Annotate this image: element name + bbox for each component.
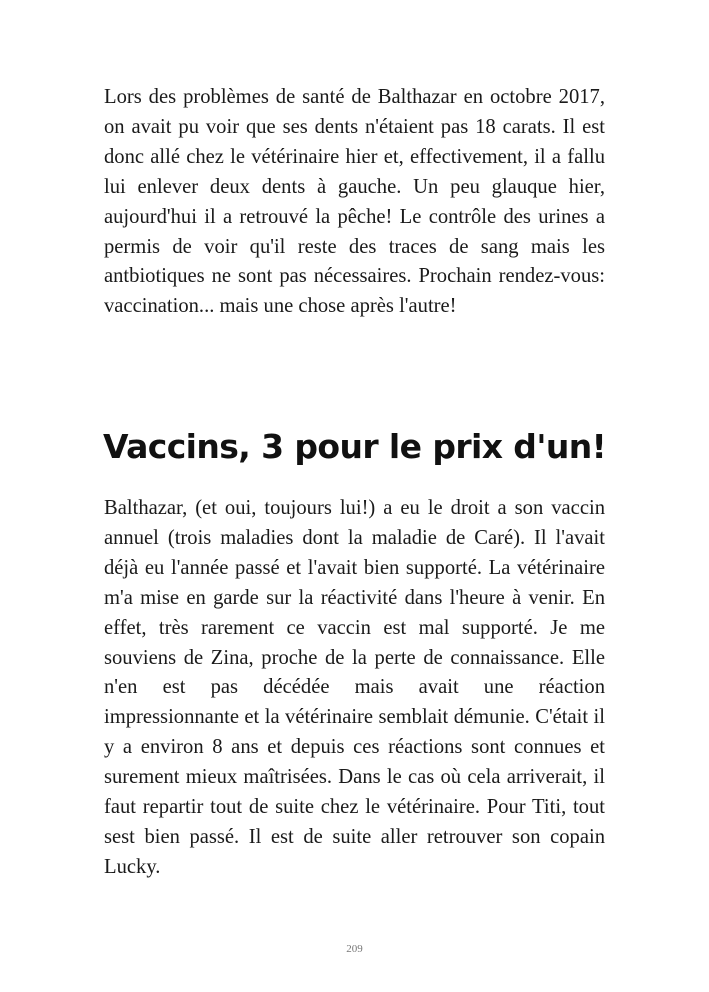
- page-number: 209: [346, 943, 363, 955]
- paragraph-dental-care: Lors des problèmes de santé de Balthazar en octobre 2017, on avait pu voir que ses dents n'étaient pas 18 carats. Il est donc allé chez le vétérinaire hier et, effectivement, il a fallu lui enlever deux dents à gauche. Un peu glauque hier, aujourd'hui il a retrouvé la pêche! Le contrôle des urines a permis de voir qu'il reste des traces de sang mais les antbiotiques ne sont pas nécessaires. Prochain rendez-vous: vaccination... mais une chose après l'autre!: [104, 86, 605, 318]
- paragraph-vaccines: Balthazar, (et oui, toujours lui!) a eu le droit a son vaccin annuel (trois maladies dont la maladie de Caré). Il l'avait déjà eu l'année passé et l'avait bien supporté. La vétérinaire m'a mise en garde sur la réactivité dans l'heure à venir. En effet, très rarement ce vaccin est mal supporté. Je me souviens de Zina, proche de la perte de connaissance. Elle n'en est pas décédée mais avait une réaction impressionnante et la vétérinaire semblait démunie. C'était il y a environ 8 ans et depuis ces réactions sont connues et surement mieux maîtrisées. Dans le cas où cela arriverait, il faut repartir tout de suite chez le vétérinaire. Pour Titi, tout sest bien passé. Il est de suite aller retrouver son copain Lucky.: [104, 497, 605, 878]
- section-heading: Vaccins, 3 pour le prix d'un!: [102, 427, 607, 466]
